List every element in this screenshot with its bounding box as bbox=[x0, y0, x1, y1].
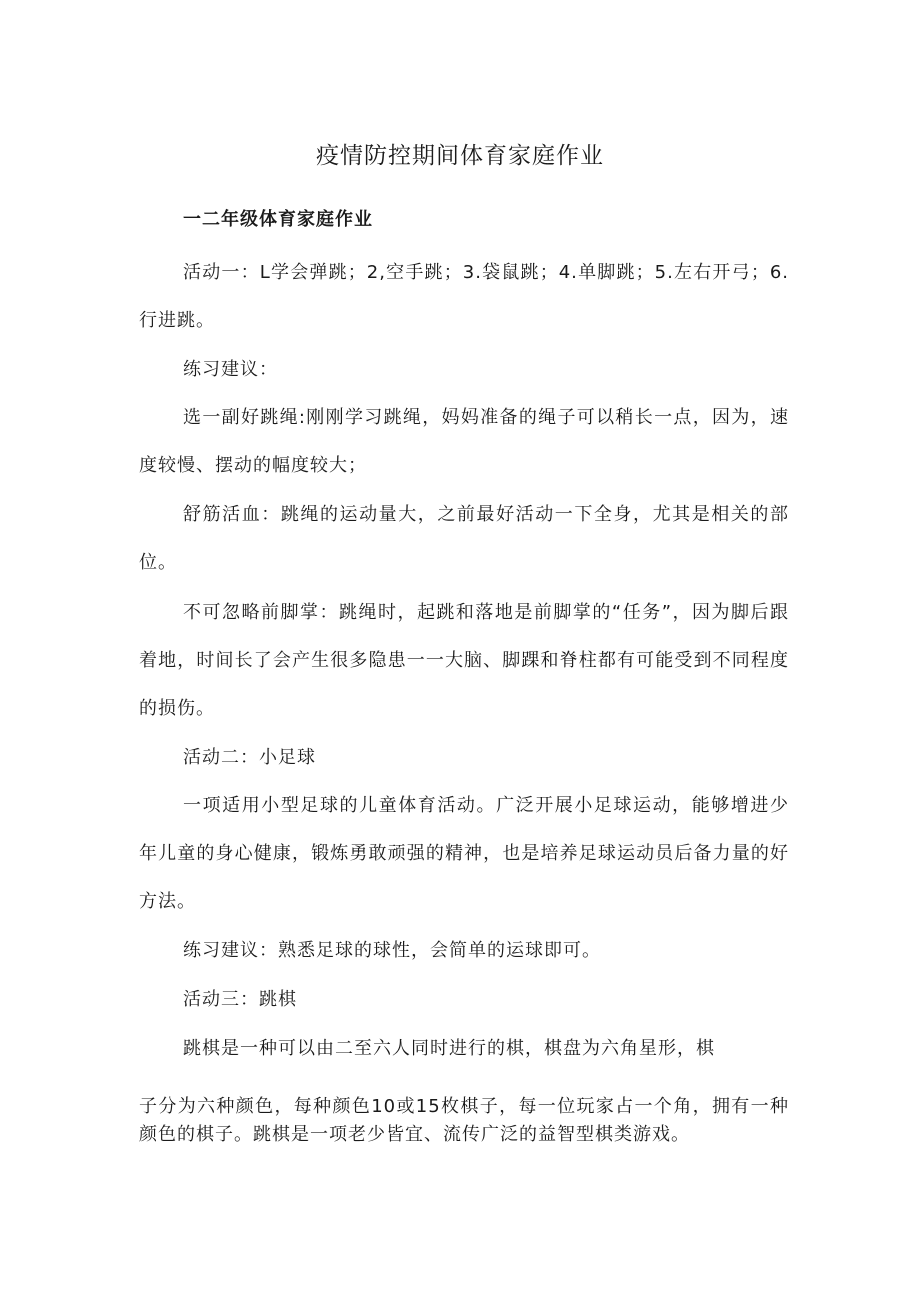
paragraph-advice-label: 练习建议： bbox=[183, 359, 278, 380]
paragraph-activity-3-description-rest: 子分为六种颜色，每种颜色10或15枚棋子，每一位玩家占一个角，拥有一种颜色的棋子。跳棋是一项老少皆宜、流传广泛的益智型棋类游戏。 bbox=[139, 1096, 789, 1145]
paragraph-activity-2: 活动二：小足球 bbox=[183, 747, 316, 768]
paragraph-advice-rope: 选一副好跳绳:刚刚学习跳绳，妈妈准备的绳子可以稍长一点，因为，速度较慢、摆动的幅度较大； bbox=[139, 407, 789, 476]
page-title: 疫情防控期间体育家庭作业 bbox=[316, 143, 604, 169]
paragraph-activity-3: 活动三：跳棋 bbox=[183, 989, 297, 1010]
paragraph-advice-forefoot: 不可忽略前脚掌：跳绳时，起跳和落地是前脚掌的“任务”，因为脚后跟着地，时间长了会产生很多隐患一一大脑、脚踝和脊柱都有可能受到不同程度的损伤。 bbox=[139, 602, 789, 719]
paragraph-advice-2: 练习建议：熟悉足球的球性，会简单的运球即可。 bbox=[183, 940, 601, 961]
paragraph-activity-3-description-line-1: 跳棋是一种可以由二至六人同时进行的棋，棋盘为六角星形，棋 bbox=[183, 1038, 715, 1059]
paragraph-advice-stretch: 舒筋活血：跳绳的运动量大，之前最好活动一下全身，尤其是相关的部位。 bbox=[139, 504, 789, 573]
section-heading: 一二年级体育家庭作业 bbox=[183, 209, 373, 230]
paragraph-activity-2-description: 一项适用小型足球的儿童体育活动。广泛开展小足球运动，能够增进少年儿童的身心健康，锻炼勇敢顽强的精神，也是培养足球运动员后备力量的好方法。 bbox=[139, 795, 789, 912]
paragraph-activity-1: 活动一：L学会弹跳；2,空手跳；3.袋鼠跳；4.单脚跳；5.左右开弓；6.行进跳。 bbox=[139, 262, 789, 331]
